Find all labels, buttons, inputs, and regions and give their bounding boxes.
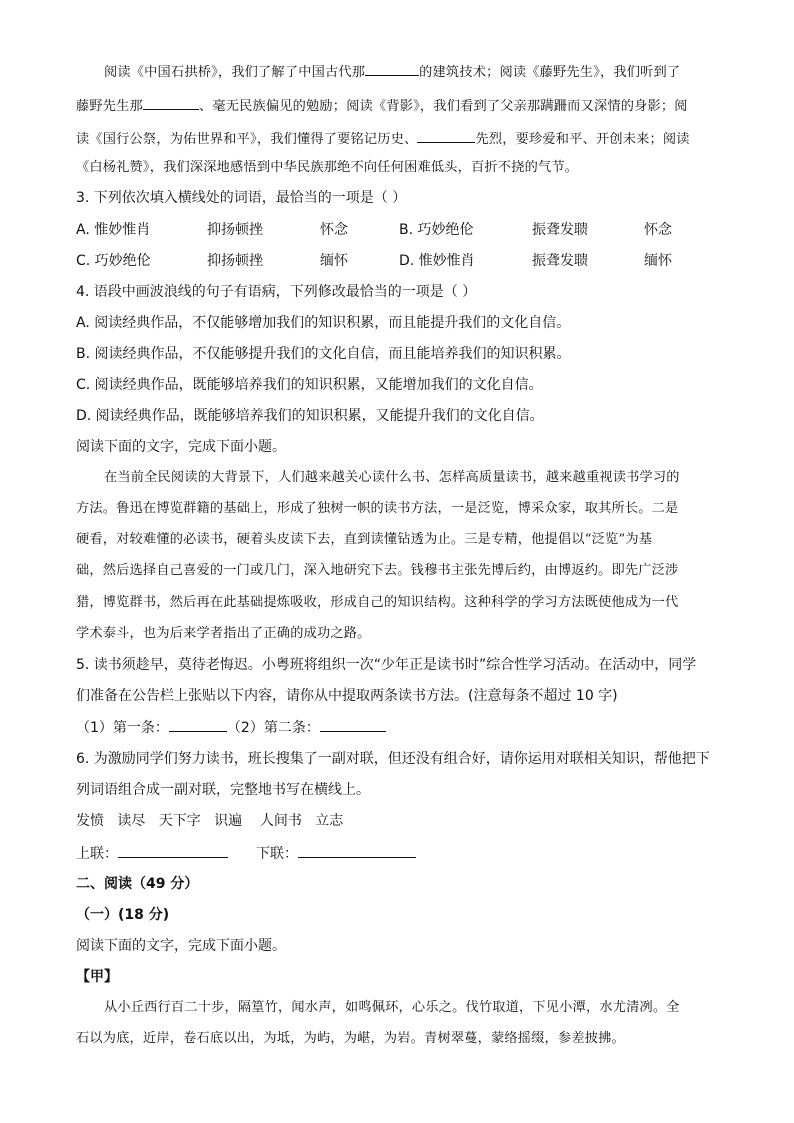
question-6-line-2: 列词语组合成一副对联，完整地书写在横线上。 [76, 782, 370, 798]
q3-option-b-2: 振聋发聩 [532, 222, 588, 238]
upper-couplet-blank [118, 843, 228, 858]
q3-option-a-1: A. 惟妙惟肖 [76, 222, 151, 238]
q5-blank-1 [169, 717, 227, 732]
reading-instruction-2: 阅读下面的文字，完成下面小题。 [76, 938, 286, 954]
subsection-1-heading: （一）(18 分) [76, 907, 170, 923]
q6-couplet-line: 上联： 下联： [76, 843, 416, 864]
q3-option-c-1: C. 巧妙绝伦 [76, 253, 151, 269]
question-5-line-1: 5. 读书须趁早，莫待老悔迟。小粤班将组织一次“少年正是读书时”综合性学习活动。在活动中，同学 [76, 657, 697, 673]
reading1-line-2: 方法。鲁迅在博览群籍的基础上，形成了独树一帜的读书方法，一是泛览，博采众家，取其所长。二是 [76, 501, 679, 516]
q4-option-b: B. 阅读经典作品，不仅能够提升我们的文化自信，而且能培养我们的知识积累。 [76, 346, 571, 362]
q4-option-c: C. 阅读经典作品，既能够培养我们的知识积累，又能增加我们的文化自信。 [76, 377, 543, 393]
q3-option-d-2: 振聋发聩 [532, 253, 588, 269]
lower-couplet-blank [298, 843, 416, 858]
question-6-line-1: 6. 为激励同学们努力读书，班长搜集了一副对联，但还没有组合好，请你运用对联相关知识，帮他把下 [76, 751, 710, 767]
passage-line-2: 藤野先生那 、毫无民族偏见的勉励；阅读《背影》，我们看到了父亲那蹒跚而又深情的身影；阅 [76, 95, 688, 117]
blank-2 [143, 95, 199, 110]
q3-option-a-3: 怀念 [320, 222, 348, 238]
q3-option-c-3: 缅怀 [320, 253, 348, 269]
q3-option-d-3: 缅怀 [644, 253, 672, 269]
reading1-line-3: 硬看，对较难懂的必读书，硬着头皮读下去，直到读懂钻透为止。三是专精，他提倡以“泛览”为基 [76, 532, 653, 547]
q3-option-d-1: D. 惟妙惟肖 [399, 253, 475, 269]
section-2-heading: 二、阅读（49 分） [76, 876, 199, 892]
q4-option-a: A. 阅读经典作品，不仅能够增加我们的知识积累，而且能提升我们的文化自信。 [76, 315, 571, 331]
reading1-line-5: 猎，博览群书，然后再在此基础提炼吸收，形成自己的知识结构。这种科学的学习方法既使他成为一代 [76, 595, 679, 610]
passage-jia-label: 【甲】 [76, 969, 118, 985]
reading1-line-6: 学术泰斗，也为后来学者指出了正确的成功之路。 [76, 626, 371, 641]
reading1-line-1: 在当前全民阅读的大背景下，人们越来越关心读什么书、怎样高质量读书，越来越重视读书学习的 [104, 470, 680, 485]
classical-line-1: 从小丘西行百二十步，隔篁竹，闻水声，如鸣佩环，心乐之。伐竹取道，下见小潭，水尤清冽。全 [104, 1000, 680, 1015]
blank-1 [365, 61, 419, 76]
reading1-line-4: 础，然后选择自己喜爱的一门或几门，深入地研究下去。钱穆书主张先博后约，由博返约。即先广泛涉 [76, 563, 679, 578]
q5-answer-line: （1）第一条： （2）第二条： [76, 717, 386, 738]
question-5-line-2: 们准备在公告栏上张贴以下内容，请你从中提取两条读书方法。(注意每条不超过 10 字) [76, 688, 618, 704]
passage-line-1: 阅读《中国石拱桥》，我们了解了中国古代那 的建筑技术；阅读《藤野先生》，我们听到了 [104, 61, 680, 83]
question-3: 3. 下列依次填入横线处的词语，最恰当的一项是（ ） [76, 190, 407, 206]
q3-option-b-1: B. 巧妙绝伦 [399, 222, 474, 238]
question-4: 4. 语段中画波浪线的句子有语病，下列修改最恰当的一项是（ ） [76, 284, 477, 300]
q3-option-a-2: 抑扬顿挫 [207, 222, 263, 238]
q3-option-c-2: 抑扬顿挫 [207, 253, 263, 269]
reading-instruction-1: 阅读下面的文字，完成下面小题。 [76, 439, 286, 455]
q4-option-d: D. 阅读经典作品，既能够培养我们的知识积累，又能提升我们的文化自信。 [76, 408, 544, 424]
passage-line-4: 《白杨礼赞》，我们深深地感悟到中华民族那绝不向任何困难低头，百折不挠的气节。 [76, 160, 579, 175]
passage-line-3: 读《国行公祭，为佑世界和平》，我们懂得了要铭记历史、 先烈，要珍爱和平、开创未来；阅读 [76, 128, 690, 150]
q3-option-b-3: 怀念 [644, 222, 672, 238]
classical-line-2: 石以为底，近岸，卷石底以出，为坻，为屿，为嵁，为岩。青树翠蔓，蒙络摇缀，参差披拂。 [76, 1031, 625, 1046]
blank-3 [417, 128, 475, 143]
q5-blank-2 [320, 717, 386, 732]
q6-words: 发愤 读尽 天下字 识遍 人间书 立志 [76, 813, 344, 829]
